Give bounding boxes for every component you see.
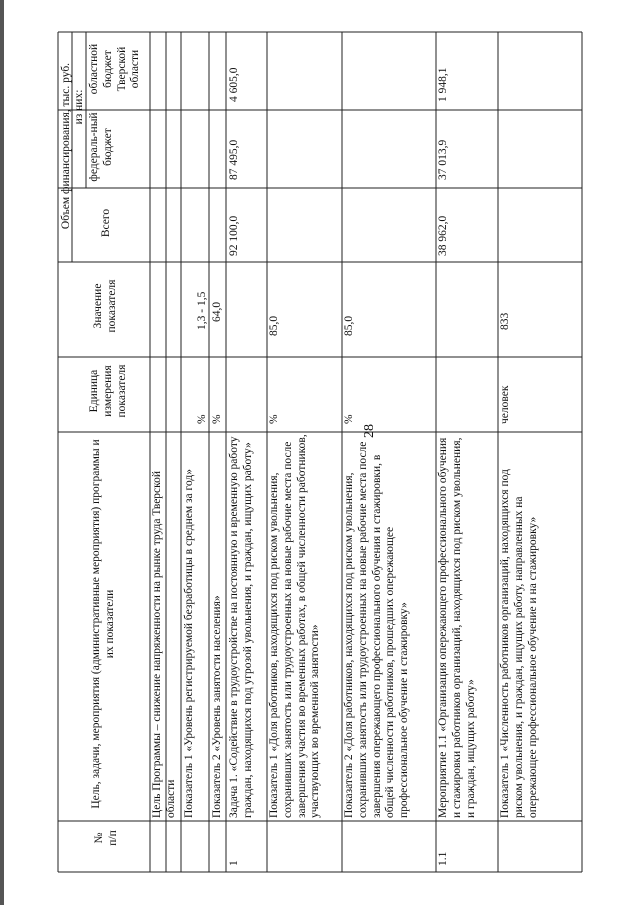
row-task1-indicator2-unit: % bbox=[343, 414, 355, 424]
row-task1-indicator2-name: Показатель 2 «Доля работников, находящихся под риском увольнения, сохранивших занятость или трудоустроенных на новые рабочие места после завершения опережающего профессионального обучения и стажировки, в общей численности работников, прошедших опережающее профессиональное обучение и стажировку» bbox=[343, 441, 411, 818]
row-measure11-indicator1-unit: человек bbox=[499, 385, 511, 424]
row-task1-total: 92 100,0 bbox=[228, 215, 240, 256]
row-task1-indicator1-name: Показатель 1 «Доля работников, находящихся под риском увольнения, сохранивших занятость или трудоустроенных на новые рабочие места после завершения участия во временных работах, в общей численности работников, участвующих во временной занятости» bbox=[268, 434, 322, 818]
row-task1-indicator1-value: 85,0 bbox=[268, 315, 280, 336]
row-task1-indicator1-unit: % bbox=[268, 414, 280, 424]
row-measure11-num: 1.1 bbox=[437, 851, 449, 866]
row-task1-indicator2-value: 85,0 bbox=[343, 315, 355, 336]
row-indicator2-unit: % bbox=[211, 414, 223, 424]
row-goal-name: Цель Программы – снижение напряженности на рынке труда Тверской области bbox=[151, 470, 177, 818]
row-task1-federal: 87 495,0 bbox=[228, 139, 240, 180]
row-measure11-regional: 1 948,1 bbox=[437, 67, 449, 102]
row-task1-name: Задача 1. «Содействие в трудоустройстве на постоянную и временную работу граждан, находящихся под угрозой увольнения, и граждан, ищущих работу» bbox=[228, 436, 254, 818]
page-number: 28 bbox=[362, 424, 377, 438]
header-including: из них: bbox=[73, 89, 85, 125]
header-value: Значение показателя bbox=[92, 279, 118, 333]
header-num: № п/п bbox=[93, 830, 119, 846]
header-name: Цель, задачи, мероприятия (административные мероприятия) программы и их показатели bbox=[90, 439, 116, 809]
header-total: Всего bbox=[100, 208, 112, 238]
header-finance: Объем финансирования, тыс. руб. bbox=[60, 62, 72, 230]
header-unit: Единица измерения показателя bbox=[88, 364, 128, 418]
row-indicator1-value: 1,3 - 1,5 bbox=[196, 291, 208, 330]
header-regional: областной бюджет Тверской области bbox=[88, 43, 142, 95]
row-measure11-federal: 37 013,9 bbox=[437, 139, 449, 180]
row-measure11-name: Мероприятие 1.1 «Организация опережающего профессионального обучения и стажировки работников организаций, находящихся под риском увольнения, и граждан, ищущих работу» bbox=[437, 437, 477, 818]
header-federal: федераль-ный бюджет bbox=[88, 112, 114, 182]
row-task1-num: 1 bbox=[228, 860, 240, 866]
row-indicator1-unit: % bbox=[196, 414, 208, 424]
row-indicator2-value: 64,0 bbox=[211, 301, 223, 322]
row-measure11-total: 38 962,0 bbox=[437, 215, 449, 256]
row-measure11-indicator1-value: 833 bbox=[499, 312, 511, 330]
row-measure11-indicator1-name: Показатель 1 «Численность работников организаций, находящихся под риском увольнения, и граждан, ищущих работу, направленных на опережающее профессиональное обучение и на стажировку» bbox=[499, 469, 539, 818]
row-indicator1-name: Показатель 1 «Уровень регистрируемой безработицы в среднем за год» bbox=[183, 469, 195, 818]
row-task1-regional: 4 605,0 bbox=[228, 67, 240, 102]
row-indicator2-name: Показатель 2 «Уровень занятости населения» bbox=[211, 595, 223, 818]
